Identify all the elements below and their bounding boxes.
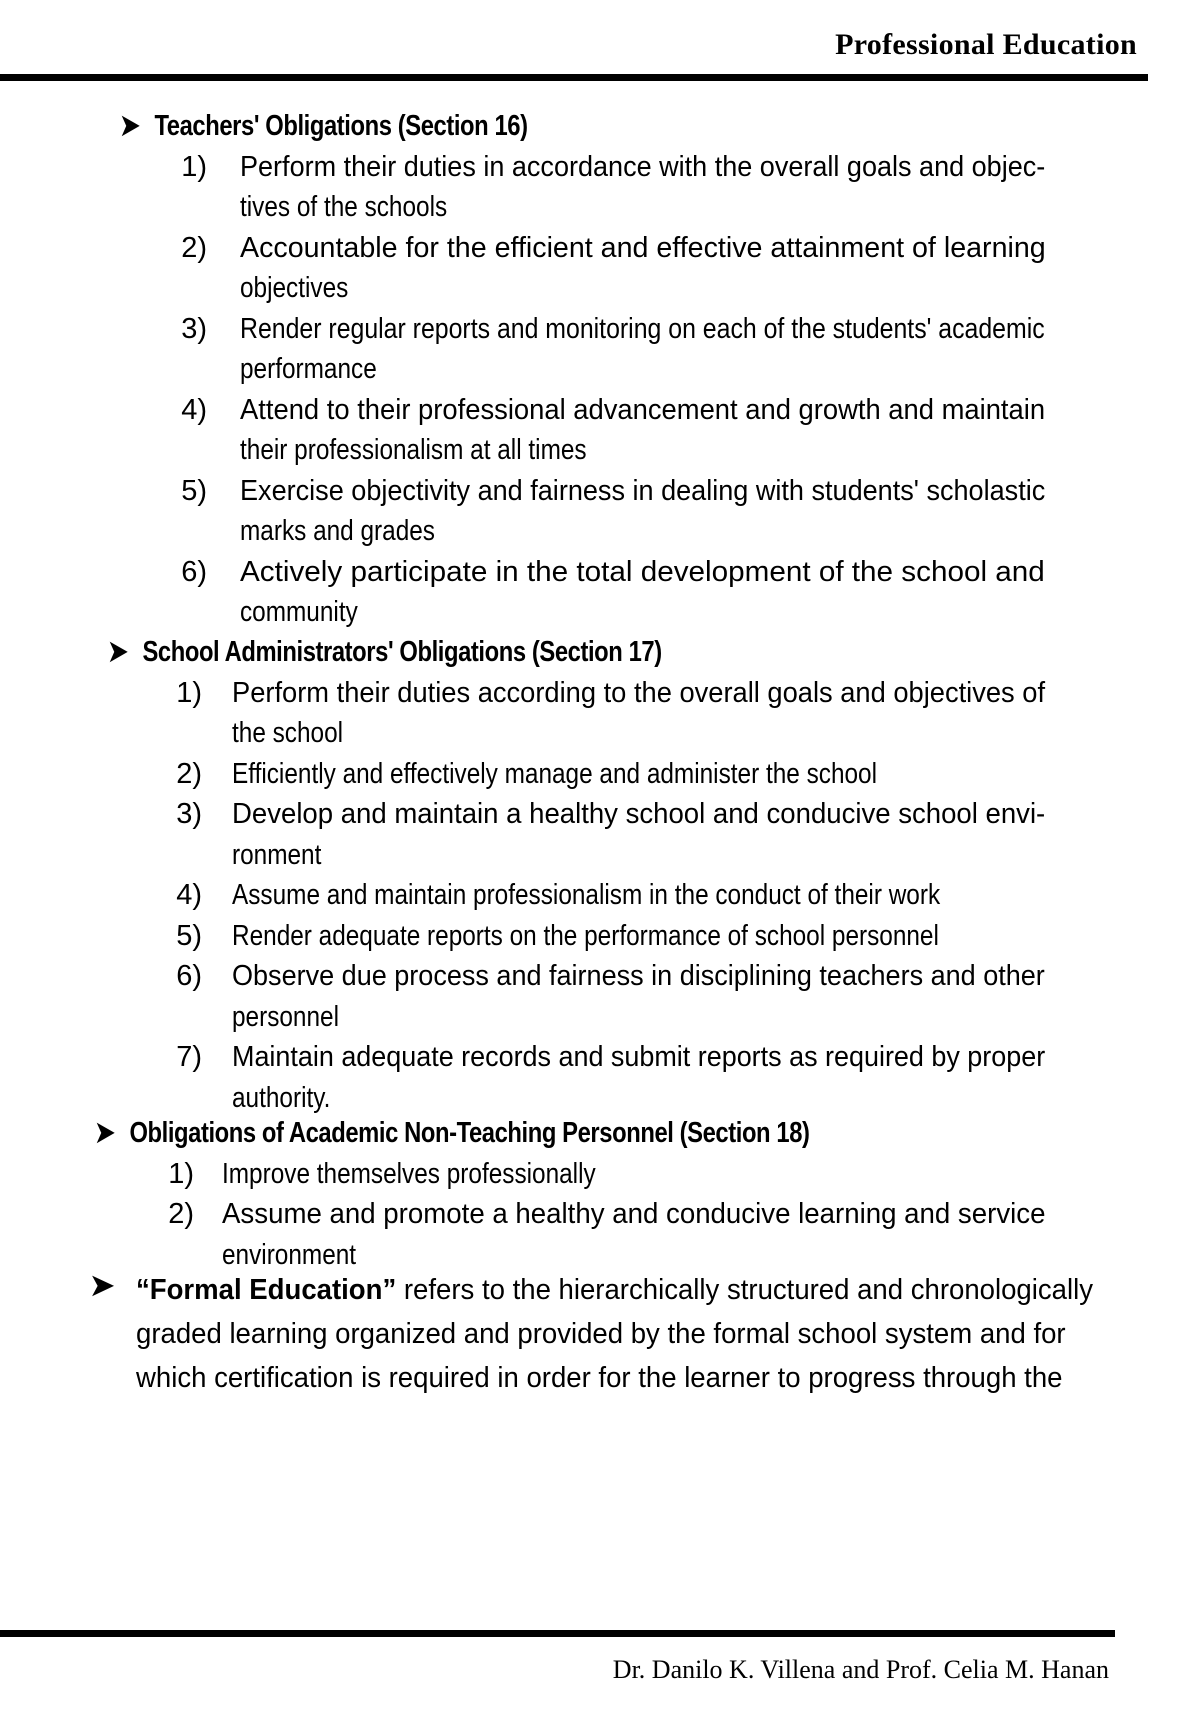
list-item-number: 1) [181, 150, 207, 183]
list-item-number: 3) [181, 312, 207, 345]
list-item-number: 1) [168, 1157, 194, 1190]
definition-paragraph [90, 1268, 1120, 1400]
list-item-number: 1) [176, 676, 202, 709]
list-item-text: the school [232, 717, 344, 749]
list-item-text: Efficiently and effectively manage and administer the school [232, 757, 878, 790]
definition-line: which certification is required in order for the learner to progress through the [136, 1362, 1063, 1394]
header-rule [0, 74, 1148, 81]
page-footer-authors: Dr. Danilo K. Villena and Prof. Celia M. Hanan [612, 1655, 1109, 1684]
list-item-text: Observe due process and fairness in disciplining teachers and other [232, 960, 1045, 992]
list-item-number: 3) [176, 798, 202, 830]
list-item-text: Perform their duties in accordance with the overall goals and objec- [240, 150, 1046, 183]
page-header-title: Professional Education [835, 28, 1137, 61]
list-item-text: Render regular reports and monitoring on each of the students' academic [240, 312, 1045, 345]
arrow-bullet-icon: ➤ [108, 636, 128, 668]
section-title: Obligations of Academic Non-Teaching Personnel (Section 18) [129, 1117, 810, 1149]
list-item-text: performance [240, 353, 377, 385]
list-item-text: community [240, 596, 358, 628]
list-item-text: ronment [232, 838, 322, 871]
list-item-number: 2) [181, 231, 207, 264]
list-item-text: Maintain adequate records and submit reports as required by proper [232, 1041, 1046, 1073]
section-heading [120, 108, 528, 143]
arrow-bullet-icon: ➤ [120, 110, 140, 142]
list-item-text: their professionalism at all times [240, 434, 587, 466]
list-item-number: 6) [176, 960, 202, 992]
list-item-text: Accountable for the efficient and effective attainment of learning [240, 231, 1046, 264]
list-item-number: 6) [181, 555, 207, 588]
list-item-text: environment [222, 1238, 357, 1271]
list-item-text: Exercise objectivity and fairness in dealing with students' scholastic [240, 474, 1046, 507]
section-title: Teachers' Obligations (Section 16) [154, 110, 528, 142]
list-item-text: Actively participate in the total development of the school and [240, 555, 1045, 588]
section-title: School Administrators' Obligations (Section 17) [142, 636, 662, 668]
definition-text: refers to the hierarchically structured and chronologically [396, 1274, 1093, 1306]
arrow-bullet-icon: ➤ [95, 1117, 115, 1149]
list-item-number: 4) [176, 879, 202, 911]
list-item-number: 4) [181, 393, 207, 426]
section-heading [95, 1115, 810, 1150]
list-item-text: Improve themselves professionally [222, 1157, 596, 1190]
list-item-text: Perform their duties according to the overall goals and objectives of [232, 676, 1046, 709]
list-item-text: authority. [232, 1081, 331, 1114]
list-item-number: 2) [168, 1198, 194, 1230]
list-item-text: Render adequate reports on the performance of school personnel [232, 919, 939, 952]
list-item-text: personnel [232, 1000, 339, 1033]
list-item-text: Assume and promote a healthy and conducive learning and service [222, 1198, 1046, 1230]
definition-line: graded learning organized and provided by the formal school system and for [136, 1318, 1066, 1350]
list-item-number: 2) [176, 757, 202, 790]
footer-rule [0, 1630, 1115, 1637]
definition-term: “Formal Education” [136, 1274, 397, 1306]
list-item-text: marks and grades [240, 515, 435, 547]
arrow-bullet-icon: ➤ [90, 1270, 115, 1302]
list-item-text: objectives [240, 272, 349, 304]
list-item-number: 5) [181, 474, 207, 507]
definition-line [136, 1268, 1093, 1312]
list-item-number: 7) [176, 1041, 202, 1073]
list-item-number: 5) [176, 919, 202, 952]
section-heading [108, 634, 662, 669]
list-item-text: tives of the schools [240, 191, 448, 223]
list-item-text: Assume and maintain professionalism in the conduct of their work [232, 879, 941, 911]
list-item-text: Develop and maintain a healthy school and conducive school envi- [232, 798, 1046, 830]
list-item-text: Attend to their professional advancement and growth and maintain [240, 393, 1046, 426]
